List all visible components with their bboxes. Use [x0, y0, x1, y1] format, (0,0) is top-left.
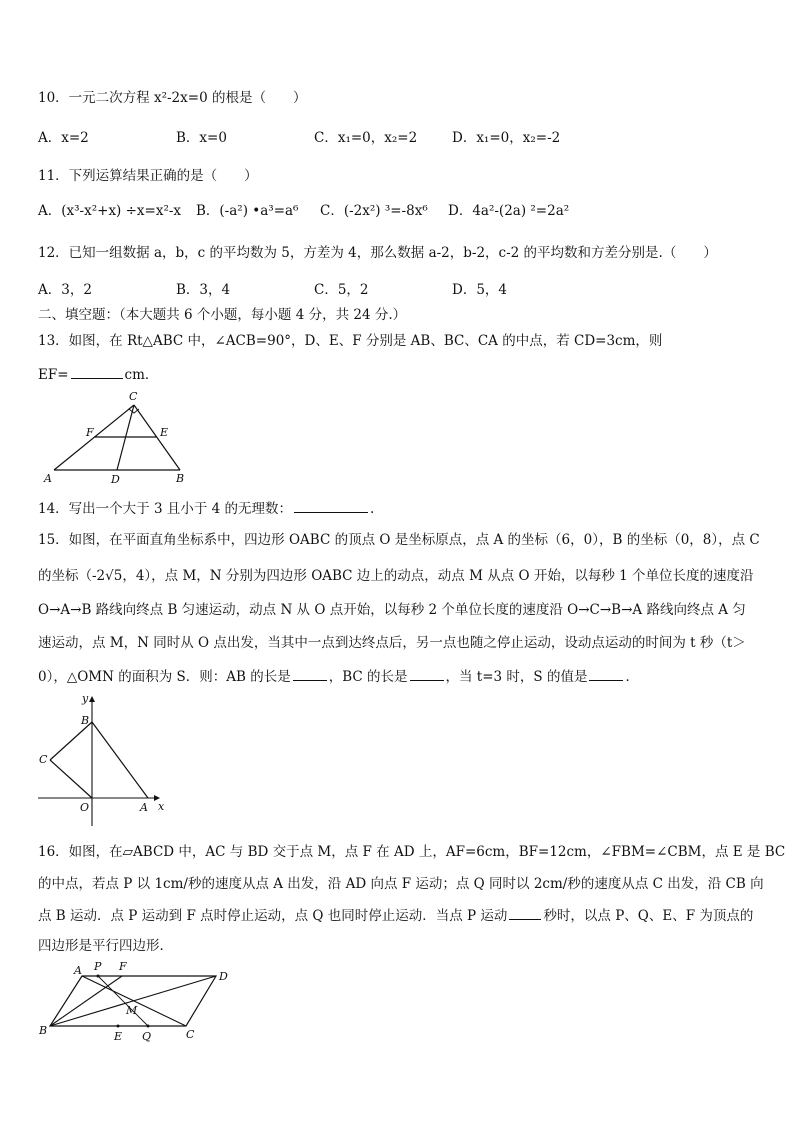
q13-answer-blank: [71, 364, 123, 379]
q13-line2-pre: EF=: [38, 367, 69, 383]
q16-point-q: [147, 1025, 150, 1028]
q10-option-d: D．x₁=0，x₂=-2: [452, 130, 561, 146]
q15-blank-ab: [293, 666, 327, 681]
q15-label-x: x: [158, 800, 165, 813]
q13-label-d: D: [111, 473, 120, 486]
q16-label-q: Q: [142, 1030, 152, 1043]
q15-side-co: [50, 760, 92, 798]
q15-label-b: B: [81, 714, 90, 727]
q10-option-a: A．x=2: [38, 130, 89, 146]
q13-label-c: C: [129, 390, 138, 403]
q13-line1: 13．如图，在 Rt△ABC 中，∠ACB=90°，D、E、F 分别是 AB、BC、CA 的中点，若 CD=3cm，则: [38, 333, 663, 349]
q13-figure: [38, 388, 188, 488]
q15-side-ab: [92, 722, 148, 798]
q12-option-c: C．5，2: [314, 282, 369, 298]
q15-line3: O→A→B 路线向终点 B 匀速运动，动点 N 从 O 点开始，以每秒 2 个单位长度的速度沿 O→C→B→A 路线向终点 A 匀: [38, 602, 746, 618]
q15-line5-c: ，当 t=3 时，S 的值是: [445, 669, 588, 685]
q16-label-b: B: [39, 1024, 48, 1037]
q16-figure: [34, 958, 234, 1048]
q14-line: [38, 498, 374, 519]
q16-line3: [38, 905, 753, 926]
q12-option-a: A．3，2: [38, 282, 92, 298]
q16-line2: 的中点，若点 P 以 1cm/秒的速度从点 A 出发，沿 AD 向点 F 运动；点 Q 同时以 2cm/秒的速度从点 C 出发，沿 CB 向: [38, 876, 764, 892]
q15-line2: 的坐标（-2√5，4），点 M，N 分别为四边形 OABC 边上的动点，动点 M 从点 O 开始，以每秒 1 个单位长度的速度沿: [38, 568, 754, 584]
q16-line3-a: 点 B 运动．点 P 运动到 F 点时停止运动，点 Q 也同时停止运动．当点 P 运动: [38, 908, 508, 924]
q12-option-b: B．3，4: [176, 282, 231, 298]
q14-pre: 14．写出一个大于 3 且小于 4 的无理数：: [38, 501, 293, 517]
q15-label-y: y: [82, 692, 89, 705]
q15-figure: [30, 690, 180, 830]
q14-answer-blank: [294, 498, 368, 513]
q10-option-c: C．x₁=0，x₂=2: [314, 130, 418, 146]
q12-option-d: D．5，4: [452, 282, 508, 298]
q10-stem: 10．一元二次方程 x²-2x=0 的根是（ ）: [38, 90, 307, 106]
q16-segment-bf: [50, 976, 122, 1026]
q16-segment-pq: [98, 976, 148, 1026]
q15-label-c: C: [39, 753, 48, 766]
q15-label-o: O: [80, 801, 90, 814]
q11-option-b: B．(-a²) •a³=a⁶: [196, 203, 299, 219]
q15-blank-bc: [410, 666, 444, 681]
q16-label-c: C: [186, 1028, 195, 1041]
q16-answer-blank: [509, 905, 541, 920]
q13-line2-post: cm．: [124, 367, 159, 383]
q12-stem: 12．已知一组数据 a，b，c 的平均数为 5，方差为 4，那么数据 a-2，b-2，c-2 的平均数和方差分别是.（ ）: [38, 245, 717, 261]
q15-line1: 15．如图，在平面直角坐标系中，四边形 OABC 的顶点 O 是坐标原点，点 A 的坐标（6，0），B 的坐标（0，8），点 C: [38, 532, 760, 548]
q15-label-a: A: [140, 801, 148, 814]
q15-blank-s: [589, 666, 623, 681]
q11-option-a: A．(x³-x²+x) ÷x=x²-x: [38, 203, 182, 219]
q16-label-d: D: [219, 970, 228, 983]
q16-label-p: P: [94, 960, 102, 973]
q16-point-e: [117, 1025, 120, 1028]
q11-option-c: C．(-2x²) ³=-8x⁶: [320, 203, 428, 219]
q13-label-f: F: [86, 426, 94, 439]
q15-line4: 速运动，点 M，N 同时从 O 点出发，当其中一点到达终点后，另一点也随之停止运动，设动点运动的时间为 t 秒（t＞: [38, 635, 746, 651]
q11-option-d: D．4a²-(2a) ²=2a²: [448, 203, 570, 219]
q16-line1: 16．如图，在▱ABCD 中，AC 与 BD 交于点 M，点 F 在 AD 上，AF=6cm，BF=12cm，∠FBM=∠CBM，点 E 是 BC: [38, 844, 786, 860]
q16-line4: 四边形是平行四边形．: [38, 938, 173, 954]
section-heading-fill-in: 二、填空题：（本大题共 6 个小题，每小题 4 分，共 24 分.）: [38, 307, 407, 323]
q16-label-m: M: [126, 1004, 138, 1017]
q13-line2: [38, 364, 158, 385]
q16-label-e: E: [114, 1030, 123, 1043]
q13-label-b: B: [176, 472, 185, 485]
q15-line5: [38, 666, 639, 687]
q15-line5-d: ．: [625, 669, 639, 685]
q13-label-a: A: [44, 472, 52, 485]
q14-post: .: [370, 501, 375, 517]
q16-point-p: [97, 975, 100, 978]
q15-line5-a: 0），△OMN 的面积为 S．则：AB 的长是: [38, 669, 291, 685]
q16-label-a: A: [74, 964, 82, 977]
q16-label-f: F: [119, 960, 127, 973]
q15-y-arrow: [89, 696, 95, 702]
q11-stem: 11．下列运算结果正确的是（ ）: [38, 168, 258, 184]
q16-line3-b: 秒时，以点 P、Q、E、F 为顶点的: [543, 908, 754, 924]
q10-option-b: B．x=0: [176, 130, 227, 146]
q15-line5-b: ，BC 的长是: [328, 669, 408, 685]
q13-label-e: E: [160, 426, 169, 439]
q15-side-bc: [50, 722, 92, 760]
